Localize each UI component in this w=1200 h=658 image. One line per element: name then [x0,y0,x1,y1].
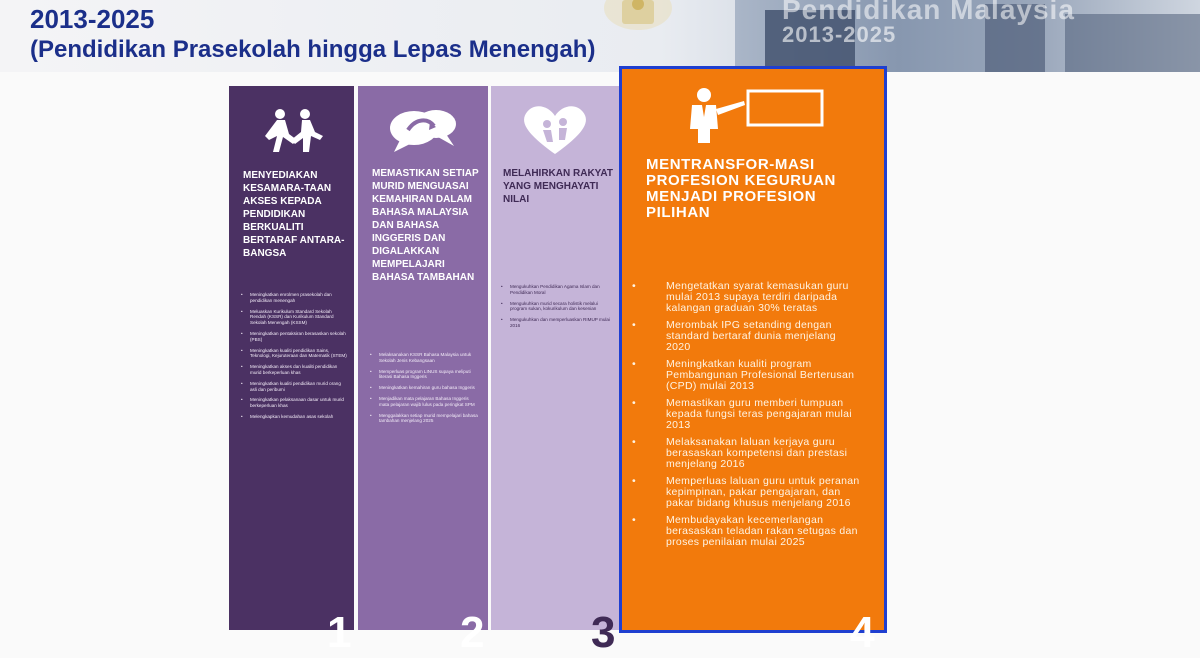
shift-column-3 [491,86,619,657]
column-3-number: 3 [591,608,616,657]
crest-emblem-icon [588,0,688,34]
column-2-title: MEMASTIKAN SETIAP MURID MENGUASAI KEMAHIRAN DALAM BAHASA MALAYSIA DAN BAHASA INGGERIS DAN DIGALAKKAN MEMPELAJARI BAHASA TAMBAHAN [372,168,479,283]
list-item: • Membudayakan kecemerlangan berasaskan teladan rakan setugas dan proses penilaian mulai 2025 [628,515,862,548]
list-item: • Memastikan guru memberi tumpuan kepada fungsi teras pengajaran mulai 2013 [628,398,862,431]
list-item: • Mengukuhkan murid secara holistik melalui program sukan, kokurikulum dan kesenian [501,301,611,313]
shift-column-1 [229,86,354,657]
list-item: • Meningkatkan pentaksiran berasaskan sekolah (PBS) [241,331,347,343]
list-item: • Merombak IPG setanding dengan standard bertaraf dunia menjelang 2020 [628,320,862,353]
speech-bubbles-icon [386,104,462,156]
list-item: • Meningkatkan kualiti pendidikan Sains, Teknologi, Kejuruteraan dan Matematik (STEM) [241,348,347,360]
page-title-years: 2013-2025 [30,4,155,34]
running-people-icon [255,108,331,158]
list-item: • Mengukuhkan dan memperluaskan RIMUP mulai 2016 [501,317,611,329]
list-item: • Meningkatkan kualiti program Pembangunan Profesional Berterusan (CPD) mulai 2013 [628,359,862,392]
column-4-title: MENTRANSFOR-MASI PROFESION KEGURUAN MENJADI PROFESION PILIHAN [646,156,836,221]
column-4-number: 4 [850,608,875,657]
list-item: • Meningkatkan pelaksanaan dasar untuk murid berkeperluan khas [241,397,347,409]
list-item: • Menggalakkan setiap murid mempelajari bahasa tambahan menjelang 2025 [370,413,478,425]
column-4-bullets [628,281,862,554]
shift-column-2 [358,86,488,657]
list-item: • Meningkatkan enrolmen prasekolah dan pendidikan menengah [241,292,347,304]
column-1-title: MENYEDIAKAN KESAMARA-TAAN AKSES KEPADA PENDIDIKAN BERKUALITI BERTARAF ANTARA-BANGSA [243,170,345,259]
list-item: • Meningkatkan kualiti pendidikan murid orang asli dan peribumi [241,381,347,393]
list-item: • Meluaskan Kurikulum Standard Sekolah Rendah (KSSR) dan Kurikulum Standard Sekolah Menengah (KSSM) [241,309,347,326]
header-watermark-years: 2013-2025 [782,22,897,47]
header-banner [0,0,1200,72]
list-item: • Menjadikan mata pelajaran Bahasa Inggeris mata pelajaran wajib lulus pada peringkat SPM [370,396,478,408]
heart-people-icon [517,102,593,158]
column-1-number: 1 [327,608,352,657]
column-2-bullets [370,352,478,429]
list-item: • Mengukuhkan Pendidikan Agama Islam dan Pendidikan Moral [501,284,611,296]
list-item: • Mengetatkan syarat kemasukan guru mulai 2013 supaya terdiri daripada kalangan graduan 30% teratas [628,281,862,314]
list-item: • Meningkatkan akses dan kualiti pendidikan murid berkeperluan khas [241,364,347,376]
list-item: • Melaksanakan laluan kerjaya guru berasaskan kompetensi dan prestasi menjelang 2016 [628,437,862,470]
list-item: • Meningkatkan kemahiran guru bahasa Inggeris [370,385,478,391]
column-3-bullets [501,284,611,334]
page-subtitle: (Pendidikan Prasekolah hingga Lepas Menengah) [30,36,596,63]
shift-column-4-highlighted [622,69,884,657]
list-item: • Memperluas program LINUS supaya meliputi literasi Bahasa Inggeris [370,369,478,381]
teacher-board-icon [682,83,832,145]
header-watermark-text: Pendidikan Malaysia [782,0,1075,25]
list-item: • Memperluas laluan guru untuk peranan kepimpinan, pakar pengajaran, dan pakar bidang khusus menjelang 2016 [628,476,862,509]
column-1-bullets [241,292,347,425]
list-item: • Melengkapkan kemudahan asas sekolah [241,414,347,420]
column-2-number: 2 [460,608,485,657]
list-item: • Melaksanakan KSSR Bahasa Malaysia untuk Sekolah Jenis Kebangsaan [370,352,478,364]
column-3-title: MELAHIRKAN RAKYAT YANG MENGHAYATI NILAI [503,168,613,205]
